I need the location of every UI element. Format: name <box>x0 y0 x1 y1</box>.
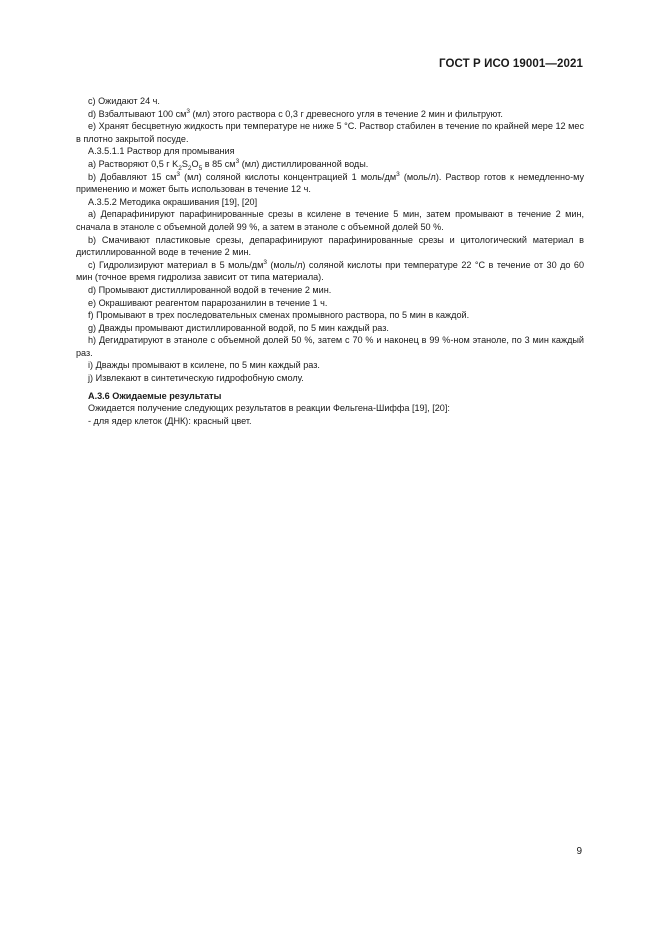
section-heading-a36 <box>76 390 584 403</box>
text: (мл) этого раствора с 0,3 г древесного угля в течение 2 мин и фильтруют. <box>190 108 503 119</box>
step-e <box>76 297 584 310</box>
subscript: 2 <box>187 164 192 172</box>
step-b <box>76 234 584 259</box>
step-f <box>76 309 584 322</box>
document-body <box>76 95 584 427</box>
document-id: ГОСТ Р ИСО 19001—2021 <box>438 58 583 70</box>
step-g <box>76 322 584 335</box>
text: b) Добавляют 15 см <box>88 171 177 182</box>
text: А.3.5.1.1 Раствор для промывания <box>88 146 235 157</box>
page-number: 9 <box>576 846 582 857</box>
step-j <box>76 372 584 385</box>
superscript: 3 <box>186 107 191 115</box>
text: f) Промывают в трех последовательных сменах промывного раствора, по 5 мин в каждой. <box>88 310 470 321</box>
step-c <box>76 259 584 284</box>
text: a) Депарафинируют парафинированные срезы в ксилене в течение 5 мин, затем промывают в течение 2 мин, сначала в этаноле с объемной долей 99 %, а затем в этаноле с объемной долей 50 %. <box>76 209 584 232</box>
text: b) Смачивают пластиковые срезы, депарафинируют парафинированные срезы и цитологический материал в дистиллированной воде в течение 2 мин. <box>76 234 584 258</box>
text: d) Взбалтывают 100 см <box>88 108 187 119</box>
subscript: 2 <box>178 164 182 172</box>
section-heading-a352 <box>76 196 584 209</box>
text: Ожидается получение следующих результатов в реакции Фельгена-Шиффа [19], [20]: <box>88 403 450 414</box>
text: А.3.5.2 Методика окрашивания [19], [20] <box>88 196 258 207</box>
text: O <box>191 158 199 169</box>
text: (мл) дистиллированной воды. <box>239 158 369 169</box>
superscript: 3 <box>396 170 400 178</box>
text: в 85 см <box>202 158 236 169</box>
text: А.3.6 Ожидаемые результаты <box>88 390 222 401</box>
text: i) Дважды промывают в ксилене, по 5 мин каждый раз. <box>88 360 320 371</box>
section-heading-a3511 <box>76 145 584 158</box>
text: a) Растворяют 0,5 г K <box>88 158 179 169</box>
paragraph-e-store <box>76 120 584 145</box>
superscript: 3 <box>235 157 240 165</box>
paragraph-d-filter <box>76 108 584 121</box>
text: (мл) соляной кислоты концентрацией 1 моль/дм <box>179 171 397 182</box>
text: e) Окрашивают реагентом парарозанилин в течение 1 ч. <box>88 297 328 308</box>
superscript: 3 <box>263 258 267 266</box>
document-header <box>439 58 583 70</box>
paragraph-a-dissolve <box>76 158 584 171</box>
text: (моль/л). Раствор готов к немедленно-му применению и может быть использован в течение 12 ч. <box>76 171 585 195</box>
text: c) Ожидают 24 ч. <box>88 96 160 106</box>
text: d) Промывают дистиллированной водой в течение 2 мин. <box>88 284 332 295</box>
paragraph-c-wait <box>76 95 584 108</box>
step-d <box>76 284 584 297</box>
expected-intro <box>76 402 584 415</box>
text: S <box>181 158 188 169</box>
text: g) Дважды промывают дистиллированной водой, по 5 мин каждый раз. <box>88 322 389 333</box>
step-i <box>76 359 584 372</box>
text: e) Хранят бесцветную жидкость при температуре не ниже 5 °C. Раствор стабилен в течение по крайней мере 12 мес в плотно закрытой посуде. <box>76 121 584 144</box>
paragraph-b-add <box>76 171 584 196</box>
step-h <box>76 334 584 359</box>
superscript: 3 <box>176 170 180 178</box>
text: j) Извлекают в синтетическую гидрофобную смолу. <box>88 373 304 384</box>
text: (моль/л) соляной кислоты при температуре 22 °C в течение от 30 до 60 мин (точное время гидролиза зависит от типа материала). <box>76 259 585 283</box>
expected-item <box>76 415 584 428</box>
text: - для ядер клеток (ДНК): красный цвет. <box>88 415 252 426</box>
step-a <box>76 208 584 233</box>
subscript: 5 <box>198 164 203 172</box>
text: h) Дегидратируют в этаноле с объемной долей 50 %, затем с 70 % и наконец в 99 %-ном этаноле, по 3 мин каждый раз. <box>76 335 584 358</box>
text: c) Гидролизируют материал в 5 моль/дм <box>88 259 264 270</box>
